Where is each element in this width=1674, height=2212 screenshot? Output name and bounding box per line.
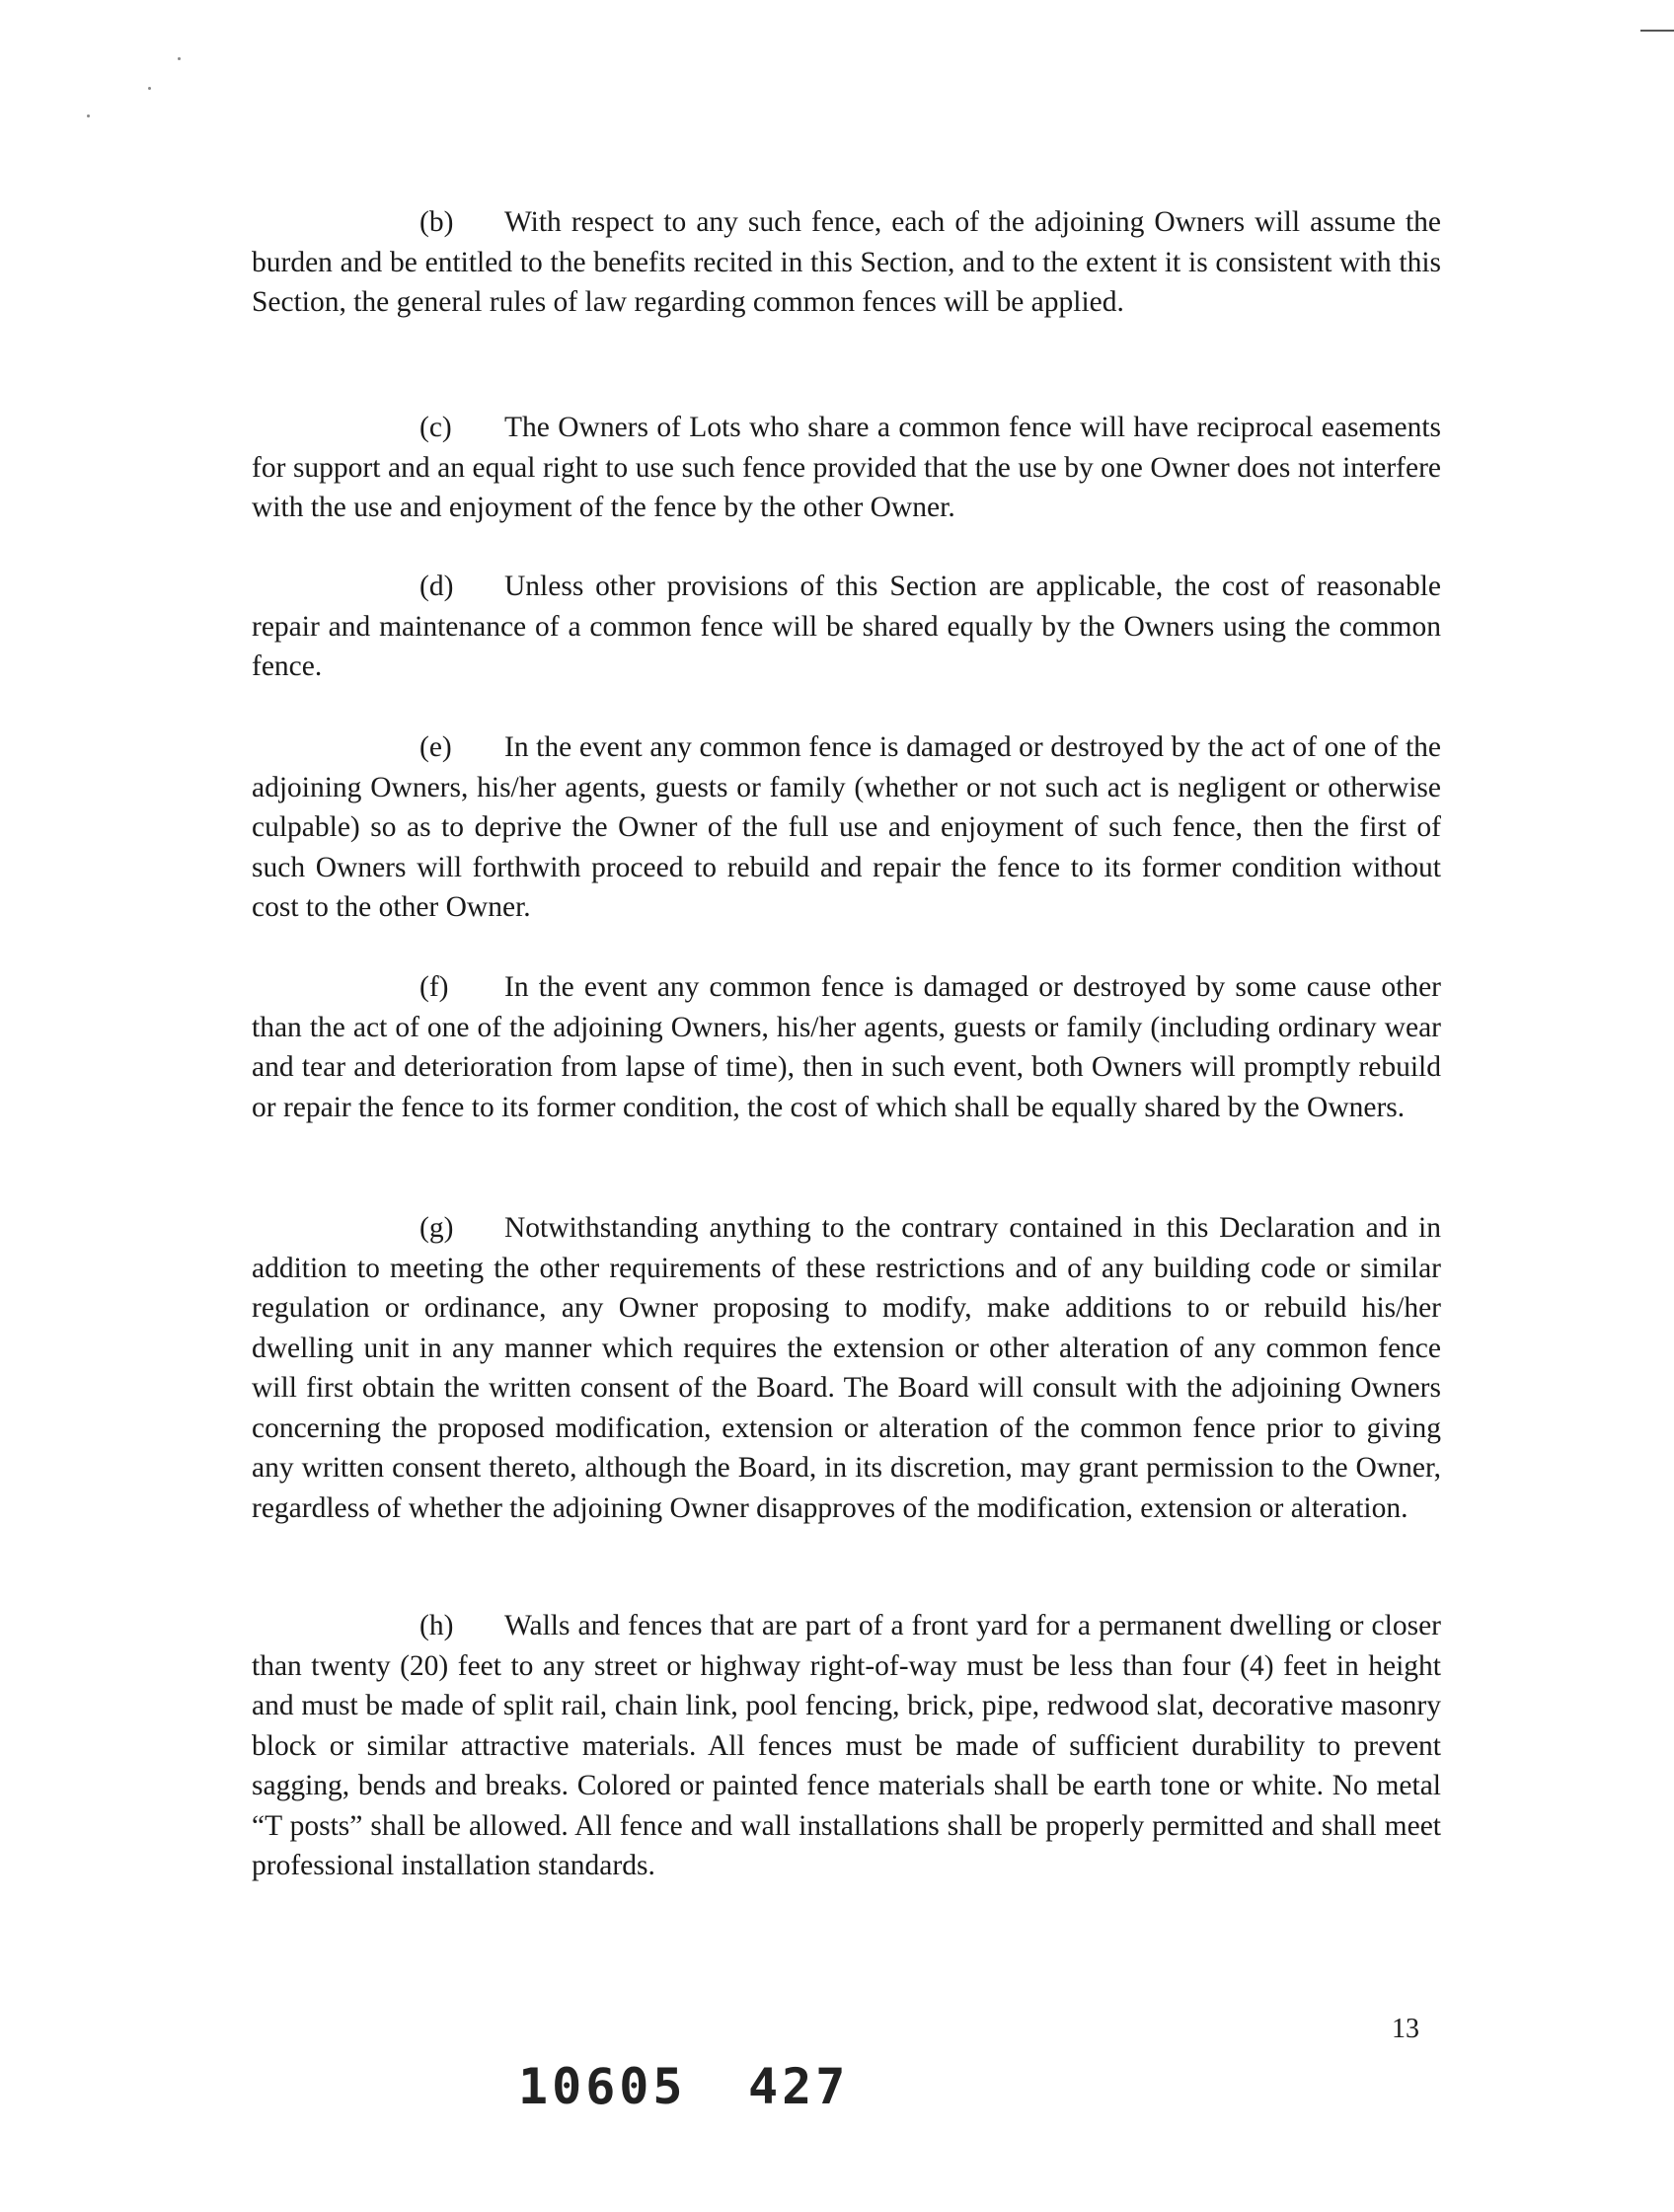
scan-speck <box>148 87 151 90</box>
scan-speck <box>178 57 181 60</box>
scan-edge-mark <box>1640 30 1674 32</box>
paragraph-label: (f) <box>419 971 449 1003</box>
paragraph-text: In the event any common fence is damaged or destroyed by some cause other than the act of one of the adjoining Owners, his/her agents, guests or family (including ordinary wear and tear and deterioration from lapse of time), then in such event, both Owners will promptly rebuild or repair the fence to its former condition, the cost of which shall be equally shared by the Owners. <box>252 971 1441 1123</box>
paragraph-label: (h) <box>419 1610 454 1641</box>
paragraph-e <box>252 727 1441 928</box>
paragraph-text: Unless other provisions of this Section are applicable, the cost of reasonable repair and maintenance of a common fence will be shared equally by the Owners using the common fence. <box>252 571 1441 682</box>
paragraph-b <box>252 202 1441 323</box>
paragraph-label: (e) <box>419 731 452 763</box>
paragraph-c <box>252 408 1441 528</box>
paragraph-f <box>252 967 1441 1127</box>
page-number: 13 <box>1392 2014 1419 2044</box>
paragraph-h <box>252 1606 1441 1886</box>
recording-book-number: 10605 <box>518 2058 687 2115</box>
paragraph-label: (b) <box>419 206 454 238</box>
paragraph-d <box>252 567 1441 687</box>
paragraph-text: In the event any common fence is damaged or destroyed by the act of one of the adjoining Owners, his/her agents, guests or family (whether or not such act is negligent or otherwise culpable) so as to deprive the Owner of the full use and enjoyment of such fence, then the first of such Owners will forthwith proceed to rebuild and repair the fence to its former condition without cost to the other Owner. <box>252 731 1441 923</box>
paragraph-text: Walls and fences that are part of a front yard for a permanent dwelling or closer than twenty (20) feet to any street or highway right-of-way must be less than four (4) feet in height and must be made of split rail, chain link, pool fencing, brick, pipe, redwood slat, decorative masonry block or similar attractive materials. All fences must be made of sufficient durability to prevent sagging, bends and breaks. Colored or painted fence materials shall be earth tone or white. No metal “T posts” shall be allowed. All fence and wall installations shall be properly permitted and shall meet professional installation standards. <box>252 1610 1441 1881</box>
paragraph-label: (g) <box>419 1212 454 1244</box>
paragraph-text: With respect to any such fence, each of the adjoining Owners will assume the burden and be entitled to the benefits recited in this Section, and to the extent it is consistent with this Section, the general rules of law regarding common fences will be applied. <box>252 206 1441 318</box>
paragraph-label: (c) <box>419 412 452 443</box>
paragraph-label: (d) <box>419 571 454 602</box>
recording-page-number: 427 <box>748 2058 850 2115</box>
paragraph-text: The Owners of Lots who share a common fence will have reciprocal easements for support and an equal right to use such fence provided that the use by one Owner does not interfere with the use and enjoyment of the fence by the other Owner. <box>252 412 1441 523</box>
paragraph-text: Notwithstanding anything to the contrary contained in this Declaration and in addition to meeting the other requirements of these restrictions and of any building code or similar regulation or ordinance, any Owner proposing to modify, make additions to or rebuild his/her dwelling unit in any manner which requires the extension or other alteration of any common fence will first obtain the written consent of the Board. The Board will consult with the adjoining Owners concerning the proposed modification, extension or alteration of the common fence prior to giving any written consent thereto, although the Board, in its discretion, may grant permission to the Owner, regardless of whether the adjoining Owner disapproves of the modification, extension or alteration. <box>252 1212 1441 1524</box>
scan-speck <box>87 114 90 117</box>
paragraph-g <box>252 1208 1441 1528</box>
